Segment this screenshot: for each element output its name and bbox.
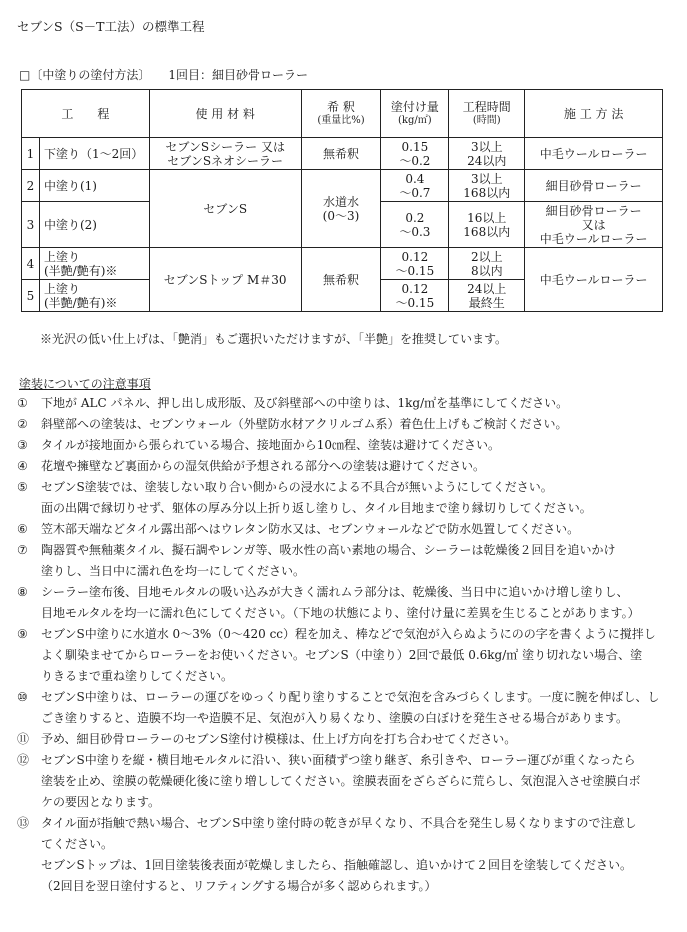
note-text: 笠木部天端などタイル露出部へはウレタン防水又は、セブンウォールなどで防水処置してください。 xyxy=(41,522,580,536)
row-amount: 0.12 ～0.15 xyxy=(381,248,449,280)
row-time: 24以上 最終生 xyxy=(449,280,525,312)
notes-list xyxy=(17,393,672,897)
note-text: 斜壁部への塗装は、セブンウォール（外壁防水材アクリルゴム系）着色仕上げもご検討ください。 xyxy=(41,417,568,431)
table-row xyxy=(22,138,663,170)
row-step: 下塗り（1～2回） xyxy=(39,138,149,170)
note-text: よく馴染ませてからローラーをお使いください。セブンS（中塗り）2回で最低 0.6kg/㎡ 塗り切れない場合、塗 xyxy=(41,648,643,662)
note-text: セブンS中塗りに水道水 0～3%（0～420 cc）程を加え、棒などで気泡が入らぬようにのの字を書くように撹拌し xyxy=(41,627,656,641)
note-text: 塗装を止め、塗膜の乾燥硬化後に塗り増ししてください。塗膜表面をざらざらに荒らし、気泡混入させ塗膜白ボ xyxy=(41,774,641,788)
list-item xyxy=(17,624,672,687)
note-text: ケの要因となります。 xyxy=(41,795,161,809)
table-row xyxy=(22,170,663,202)
note-number: ② xyxy=(17,417,28,431)
row-dilution: 水道水 (0～3) xyxy=(301,170,381,248)
row-number: 1 xyxy=(22,138,40,170)
note-text: ごき塗りすると、造膜不均一や造膜不足、気泡が入り易くなり、塗膜の白ぼけを発生させる場合があります。 xyxy=(41,711,629,725)
note-text: タイル面が指触で熱い場合、セブンS中塗り塗付時の乾きが早くなり、不具合を発生し易くなりますので注意し xyxy=(41,816,637,830)
table-footnote: ※光沢の低い仕上げは、「艶消」もご選択いただけますが、「半艶」を推奨しています。 xyxy=(40,332,508,346)
list-item xyxy=(17,582,672,624)
list-item xyxy=(17,813,672,855)
note-text: タイルが接地面から張られている場合、接地面から10㎝程、塗装は避けてください。 xyxy=(41,438,501,452)
row-time: 3以上 168以内 xyxy=(449,170,525,202)
note-text: 塗りし、当日中に濡れ色を均一にしてください。 xyxy=(41,564,306,578)
note-text: セブンS塗装では、塗装しない取り合い側からの浸水による不具合が無いようにしてください。 xyxy=(41,480,553,494)
table-header-row xyxy=(22,90,663,138)
row-method: 細目砂骨ローラー xyxy=(525,170,663,202)
note-number: ⑬ xyxy=(17,816,30,830)
note-text: 面の出隅で縁切りせず、躯体の厚み分以上折り返し塗りし、タイル目地まで塗り縁切りしてください。 xyxy=(41,501,592,515)
list-item xyxy=(17,750,672,813)
list-item xyxy=(17,729,672,750)
closing-text: （2回目を翌日塗付すると、リフティングする場合が多く認められます。） xyxy=(41,879,437,893)
section-heading xyxy=(19,66,308,83)
row-number: 5 xyxy=(22,280,40,312)
list-item xyxy=(17,519,672,540)
note-text: 下地が ALC パネル、押し出し成形版、及び斜壁部への中塗りは、1kg/㎡を基準にしてください。 xyxy=(41,396,569,410)
list-item xyxy=(17,456,672,477)
note-number: ⑪ xyxy=(17,732,30,746)
closing-text: セブンSトップは、1回目塗装後表面が乾燥しましたら、指触確認し、追いかけて２回目を塗装してください。 xyxy=(41,858,633,872)
row-method: 細目砂骨ローラー 又は 中毛ウールローラー xyxy=(525,202,663,248)
row-method: 中毛ウールローラー xyxy=(525,138,663,170)
row-material: セブンSシーラー 又は セブンSネオシーラー xyxy=(149,138,301,170)
row-amount: 0.4 ～0.7 xyxy=(381,170,449,202)
row-number: 4 xyxy=(22,248,40,280)
note-number: ⑦ xyxy=(17,543,28,557)
note-text: 予め、細目砂骨ローラーのセブンS塗付け模様は、仕上げ方向を打ち合わせてください。 xyxy=(41,732,517,746)
list-item xyxy=(17,393,672,414)
note-number: ① xyxy=(17,396,28,410)
note-number: ⑤ xyxy=(17,480,28,494)
row-amount: 0.12 ～0.15 xyxy=(381,280,449,312)
row-time: 16以上 168以内 xyxy=(449,202,525,248)
row-material: セブンSトップ M＃30 xyxy=(149,248,301,312)
row-step: 中塗り(2) xyxy=(39,202,149,248)
note-text: りきるまで重ね塗りしてください。 xyxy=(41,669,234,683)
row-dilution: 無希釈 xyxy=(301,248,381,312)
row-step: 中塗り(1) xyxy=(39,170,149,202)
row-time: 2以上 8以内 xyxy=(449,248,525,280)
header-time: 工程時間 (時間) xyxy=(449,90,525,138)
header-process: 工 程 xyxy=(22,90,150,138)
row-number: 3 xyxy=(22,202,40,248)
table-row xyxy=(22,248,663,280)
list-item xyxy=(17,435,672,456)
note-text: セブンS中塗りは、ローラーの運びをゆっくり配り塗りすることで気泡を含みづらくします。一度に腕を伸ばし、し xyxy=(41,690,660,704)
row-time: 3以上 24以内 xyxy=(449,138,525,170)
note-number: ⑥ xyxy=(17,522,28,536)
row-amount: 0.2 ～0.3 xyxy=(381,202,449,248)
closing-note xyxy=(17,855,672,897)
row-number: 2 xyxy=(22,170,40,202)
section-subheading: 1回目：細目砂骨ローラー xyxy=(168,68,308,82)
note-number: ⑫ xyxy=(17,753,30,767)
row-amount: 0.15 ～0.2 xyxy=(381,138,449,170)
document-title: セブンS（S－T工法）の標準工程 xyxy=(17,19,205,34)
note-text: 陶器質や無釉薬タイル、擬石調やレンガ等、吸水性の高い素地の場合、シーラーは乾燥後２回目を追いかけ xyxy=(41,543,616,557)
list-item xyxy=(17,687,672,729)
note-text: てください。 xyxy=(41,837,114,851)
row-material: セブンS xyxy=(149,170,301,248)
header-method: 施 工 方 法 xyxy=(525,90,663,138)
row-dilution: 無希釈 xyxy=(301,138,381,170)
header-dilution: 希 釈 (重量比%) xyxy=(301,90,381,138)
note-text: 花壇や擁壁など裏面からの湿気供給が予想される部分への塗装は避けてください。 xyxy=(41,459,486,473)
section-heading-label: □〔中塗りの塗付方法〕 xyxy=(19,68,151,82)
list-item xyxy=(17,540,672,582)
note-number: ③ xyxy=(17,438,28,452)
note-number: ⑧ xyxy=(17,585,28,599)
header-material: 使 用 材 料 xyxy=(149,90,301,138)
note-text: セブンS中塗りを縦・横目地モルタルに沿い、狭い面積ずつ塗り継ぎ、糸引きや、ローラー運びが重くなったら xyxy=(41,753,636,767)
notes-heading: 塗装についての注意事項 xyxy=(19,377,151,391)
row-method: 中毛ウールローラー xyxy=(525,248,663,312)
header-amount: 塗付け量 (kg/㎡) xyxy=(381,90,449,138)
note-number: ⑩ xyxy=(17,690,28,704)
list-item xyxy=(17,414,672,435)
note-text: 目地モルタルを均一に濡れ色にしてください。（下地の状態により、塗付け量に差異を生じることがあります。） xyxy=(41,606,640,620)
row-step: 上塗り (半艶/艶有)※ xyxy=(39,280,149,312)
note-text: シーラー塗布後、目地モルタルの吸い込みが大きく濡れムラ部分は、乾燥後、当日中に追いかけ増し塗りし、 xyxy=(41,585,629,599)
process-table xyxy=(21,89,663,312)
row-step: 上塗り (半艶/艶有)※ xyxy=(39,248,149,280)
note-number: ④ xyxy=(17,459,28,473)
list-item xyxy=(17,477,672,519)
note-number: ⑨ xyxy=(17,627,28,641)
